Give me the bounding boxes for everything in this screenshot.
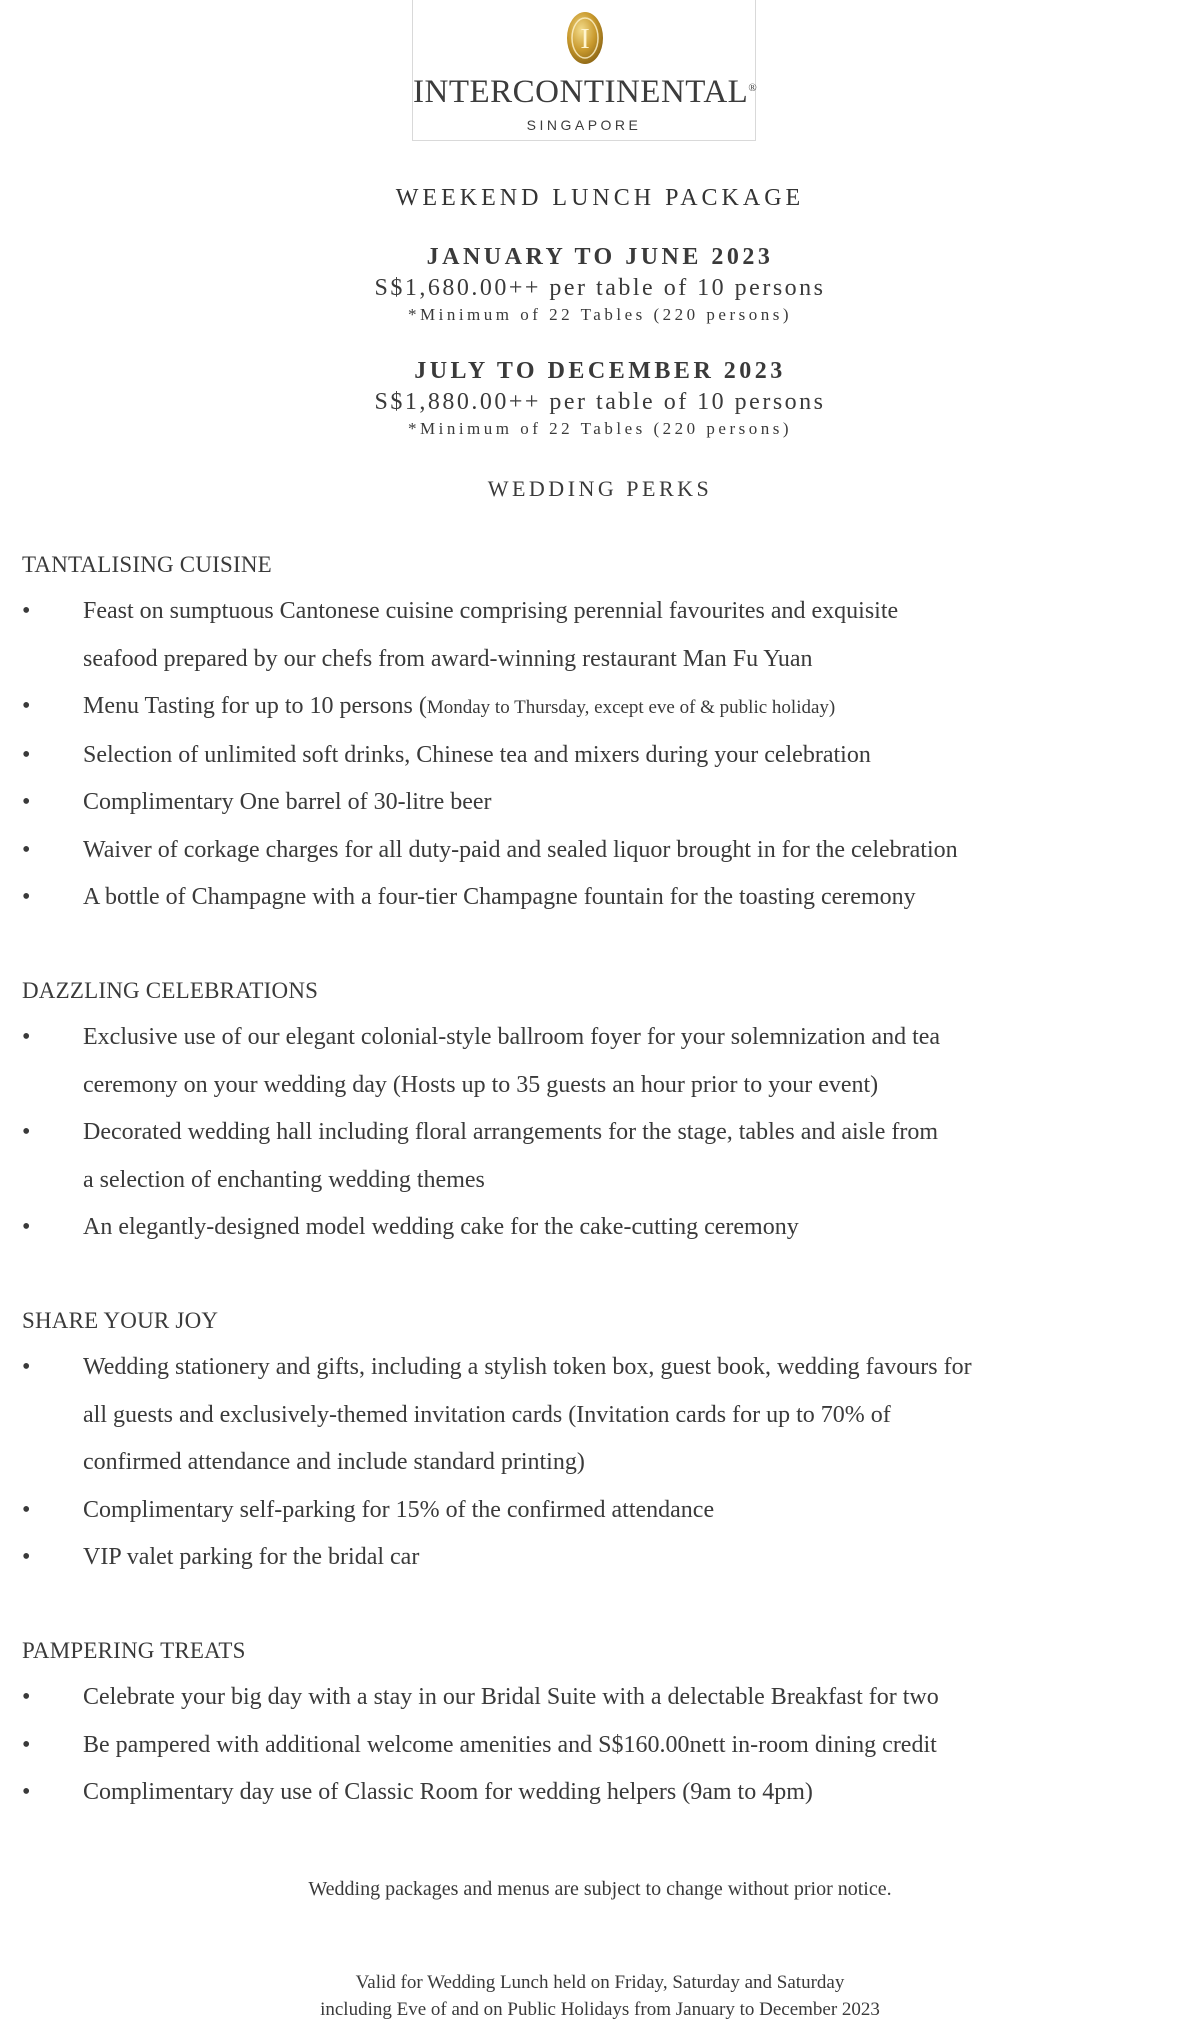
period-price: S$1,680.00++ per table of 10 persons	[374, 275, 826, 301]
list-item: • An elegantly-designed model wedding cake for the cake-cutting ceremony	[22, 1214, 799, 1240]
share-joy-list	[0, 1344, 1200, 1582]
change-notice: Wedding packages and menus are subject to change without prior notice.	[308, 1878, 892, 1900]
list-item: • A bottle of Champagne with a four-tier Champagne fountain for the toasting ceremony	[22, 884, 916, 910]
section-heading-pampering: PAMPERING TREATS	[22, 1638, 246, 1663]
section-heading-share-joy: SHARE YOUR JOY	[22, 1308, 219, 1333]
list-item: • Complimentary One barrel of 30-litre beer	[22, 789, 492, 815]
period-label: JANUARY TO JUNE 2023	[426, 244, 774, 270]
list-item: • Celebrate your big day with a stay in our Bridal Suite with a delectable Breakfast for two	[22, 1684, 939, 1710]
list-item: • Wedding stationery and gifts, including a stylish token box, guest book, wedding favours for all guests and exclusively-themed invitation cards (Invitation cards for up to 70% of confirmed attendance and include standard printing)	[22, 1354, 972, 1475]
list-item: • Complimentary day use of Classic Room for wedding helpers (9am to 4pm)	[22, 1779, 813, 1805]
celebrations-list	[0, 1014, 1200, 1252]
list-item: • Decorated wedding hall including floral arrangements for the stage, tables and aisle from a selection of enchanting wedding themes	[22, 1119, 939, 1193]
period-label: JULY TO DECEMBER 2023	[414, 358, 786, 384]
list-item: • Feast on sumptuous Cantonese cuisine comprising perennial favourites and exquisite seafood prepared by our chefs from award-winning restaurant Man Fu Yuan	[22, 598, 899, 672]
intercontinental-emblem-icon	[565, 10, 605, 66]
wedding-perks-title: WEDDING PERKS	[487, 476, 713, 501]
period-minimum: *Minimum of 22 Tables (220 persons)	[408, 419, 792, 438]
validity-line: Valid for Wedding Lunch held on Friday, Saturday and Saturday	[355, 1972, 845, 1993]
list-item: • Waiver of corkage charges for all duty-paid and sealed liquor brought in for the celebration	[22, 836, 958, 863]
list-item: • Exclusive use of our elegant colonial-style ballroom foyer for your solemnization and tea ceremony on your wedding day (Hosts up to 35 guests an hour prior to your event)	[22, 1024, 941, 1098]
brand-city: SINGAPORE	[526, 117, 642, 133]
list-item: • Complimentary self-parking for 15% of the confirmed attendance	[22, 1496, 715, 1523]
list-item: • Menu Tasting for up to 10 persons (Monday to Thursday, except eve of & public holiday)	[22, 693, 836, 719]
pampering-list	[0, 1674, 1200, 1817]
brand-name: INTERCONTINENTAL®	[413, 74, 758, 110]
list-item: • Be pampered with additional welcome amenities and S$160.00nett in-room dining credit	[22, 1731, 937, 1758]
section-heading-cuisine: TANTALISING CUISINE	[22, 552, 272, 577]
list-item: • VIP valet parking for the bridal car	[22, 1544, 420, 1570]
package-title: WEEKEND LUNCH PACKAGE	[395, 185, 805, 211]
intercontinental-logo	[412, 0, 756, 141]
emblem-letter: I	[580, 24, 590, 55]
period-price: S$1,880.00++ per table of 10 persons	[374, 389, 826, 415]
list-item: • Selection of unlimited soft drinks, Chinese tea and mixers during your celebration	[22, 741, 871, 768]
cuisine-list	[0, 588, 1200, 922]
period-minimum: *Minimum of 22 Tables (220 persons)	[408, 305, 792, 324]
validity-line: including Eve of and on Public Holidays from January to December 2023	[320, 1999, 880, 2020]
section-heading-celebrations: DAZZLING CELEBRATIONS	[22, 978, 319, 1003]
